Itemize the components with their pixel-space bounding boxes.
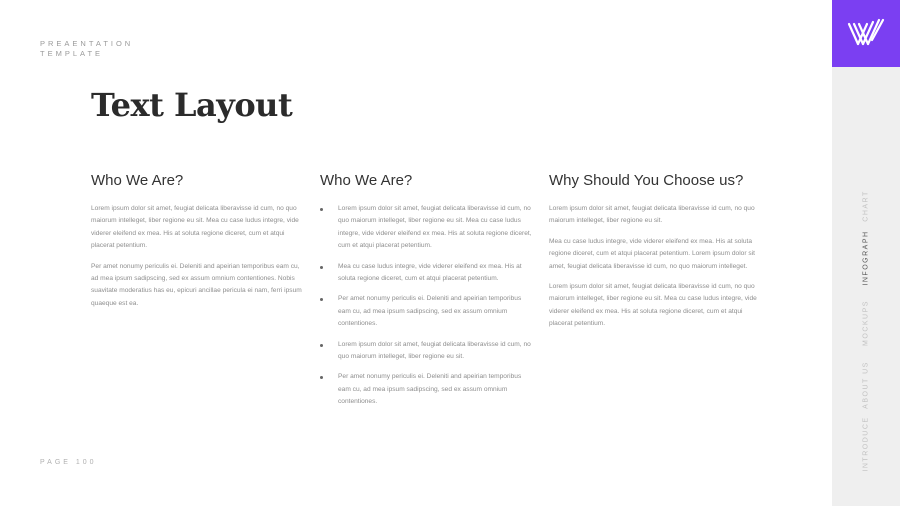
bullet-icon: [320, 376, 323, 379]
sidebar-nav: [832, 0, 900, 506]
list-item: [320, 339, 532, 364]
column-paragraph: Lorem ipsum dolor sit amet, feugiat delicata liberavisse id cum, no quo maiorum intelleget, liber regione eu sit. Mea cu case ludus integre, vide viderer eleifend ex mea. His at soluta regione diceret, cum et atqui placerat petentium.: [91, 205, 299, 250]
nav-item-introduce[interactable]: INTRODUCE: [862, 416, 870, 472]
column-paragraph: Per amet nonumy periculis ei. Deleniti and apeirian temporibus eam cu, ad mea ipsum sadipscing, sed ex assum omnium contentiones. Nobis suavitate moderatius has eu, epicuri ancillae pericula ei nam, ferri ipsum quaeque est ea.: [91, 262, 302, 307]
brand-label: [40, 39, 133, 59]
list-item: [320, 293, 532, 330]
column-heading: Who We Are?: [320, 172, 413, 189]
bullet-icon: [320, 208, 323, 211]
brand-line-2: TEMPLATE: [40, 49, 104, 58]
list-item-text: Per amet nonumy periculis ei. Deleniti and apeirian temporibus eam cu, ad mea ipsum sadipscing, sed ex assum omnium contentiones.: [338, 373, 522, 406]
bullet-list: [320, 203, 532, 409]
column-why-choose-us: [549, 172, 761, 339]
list-item: [320, 261, 532, 286]
column-paragraph: Lorem ipsum dolor sit amet, feugiat delicata liberavisse id cum, no quo maiorum intelleget, liber regione eu sit.: [549, 205, 755, 225]
list-item-text: Mea cu case ludus integre, vide viderer eleifend ex mea. His at soluta regione diceret, cum et atqui placerat petentium.: [338, 262, 522, 283]
nav-item-chart[interactable]: CHART: [862, 190, 870, 222]
w-stripes-logo-icon: [847, 18, 885, 48]
nav-item-infograph[interactable]: INFOGRAPH: [862, 230, 870, 286]
nav-item-mockups[interactable]: MOCKUPS: [862, 300, 870, 346]
column-heading: Why Should You Choose us?: [549, 172, 744, 189]
list-item-text: Per amet nonumy periculis ei. Deleniti and apeirian temporibus eam cu, ad mea ipsum sadipscing, sed ex assum omnium contentiones.: [338, 295, 522, 328]
list-item-text: Lorem ipsum dolor sit amet, feugiat delicata liberavisse id cum, no quo maiorum intelleget, liber regione eu sit.: [338, 340, 531, 361]
nav-item-about-us[interactable]: ABOUT US: [862, 361, 870, 409]
list-item-text: Lorem ipsum dolor sit amet, feugiat delicata liberavisse id cum, no quo maiorum intelleget, liber regione eu sit. Mea cu case ludus integre, vide viderer eleifend ex mea. His at soluta regione diceret, cum et atqui placerat petentium.: [338, 205, 532, 250]
logo-tile[interactable]: [832, 0, 900, 67]
page-number: PAGE 100: [40, 459, 97, 466]
list-item: [320, 203, 532, 253]
page-title: Text Layout: [91, 86, 293, 124]
brand-line-1: PREAENTATION: [40, 39, 134, 48]
bullet-icon: [320, 344, 323, 347]
column-who-we-are-1: [91, 172, 303, 318]
column-heading: Who We Are?: [91, 172, 184, 189]
column-who-we-are-2: [320, 172, 532, 417]
bullet-icon: [320, 266, 323, 269]
bullet-icon: [320, 298, 323, 301]
column-paragraph: Lorem ipsum dolor sit amet, feugiat delicata liberavisse id cum, no quo maiorum intelleget, liber regione eu sit. Mea cu case ludus integre, vide viderer eleifend ex mea. His at soluta regione diceret, cum et atqui placerat petentium.: [549, 283, 757, 328]
list-item: [320, 371, 532, 408]
column-paragraph: Mea cu case ludus integre, vide viderer eleifend ex mea. His at soluta regione diceret, cum et atqui placerat petentium. Lorem ipsum dolor sit amet, feugiat delicata liberavisse id cum, no quo maiorum intelleget.: [549, 237, 755, 270]
